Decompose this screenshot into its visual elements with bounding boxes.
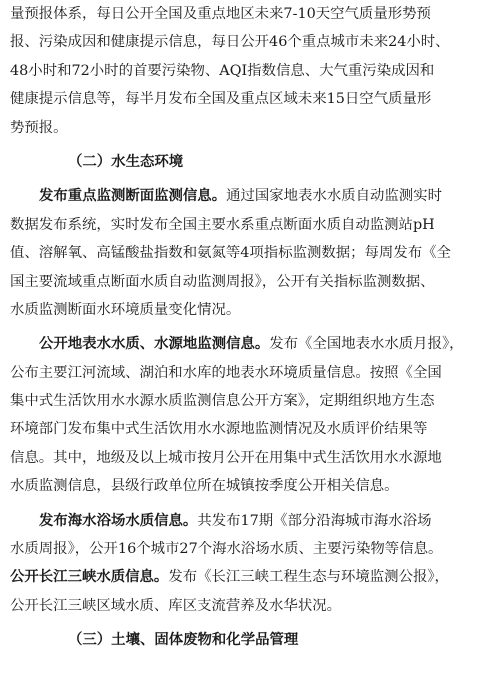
paragraph-text: 发布《全国地表水水质月报》， [269, 336, 464, 353]
text-line: 水质周报》，公开16个城市27个海水浴场水质、主要污染物等信息。 [10, 541, 443, 558]
text-line: 48小时和72小时的首要污染物、AQI指数信息、大气重污染成因和 [10, 62, 435, 79]
text-line: 水质监测断面水环境质量变化情况。 [10, 301, 241, 318]
text-line: 水质监测信息，县级行政单位所在城镇按季度公开相关信息。 [10, 478, 399, 495]
paragraph-lead: 公开长江三峡水质信息。 [10, 568, 169, 586]
paragraph-lead: 公开地表水水质、水源地监测信息。 [39, 335, 270, 353]
paragraph-text: 共发布17期《部分沿海城市海水浴场 [197, 512, 432, 529]
section-heading-soil: （三）土壤、固体废物和化学品管理 [68, 631, 299, 649]
paragraph-bathing-beaches [10, 507, 489, 564]
paragraph-lead: 发布海水浴场水质信息。 [39, 511, 198, 529]
paragraph-text: 通过国家地表水水质自动监测实时 [226, 188, 442, 205]
paragraph-text: 发布《长江三峡工程生态与环境监测公报》， [168, 569, 449, 586]
section-heading-water: （二）水生态环境 [68, 152, 184, 170]
paragraph-lead: 发布重点监测断面监测信息。 [39, 187, 227, 205]
text-line: 值、溶解氧、高锰酸盐指数和氨氮等4项指标监测数据；每周发布《全 [10, 245, 451, 262]
text-line: 公布主要江河流域、湖泊和水库的地表水环境质量信息。按照《全国 [10, 364, 442, 381]
text-line: 国主要流域重点断面水质自动监测周报》，公开有关指标监测数据、 [10, 273, 435, 290]
paragraph-monitoring-sections [10, 182, 489, 324]
text-line [10, 182, 489, 210]
text-line: 势预报。 [10, 119, 68, 136]
paragraph-three-gorges [10, 563, 489, 620]
paragraph-surface-water [10, 330, 489, 500]
text-line: 集中式生活饮用水水源水质监测信息公开方案》，定期组织地方生态 [10, 393, 435, 410]
text-line: 信息。其中，地级及以上城市按月公开在用集中式生活饮用水水源地 [10, 449, 442, 466]
text-line: 公开长江三峡区域水质、库区支流营养及水华状况。 [10, 597, 341, 614]
paragraph-air-forecast [10, 0, 489, 142]
text-line: 报、污染成因和健康提示信息，每日公开46个重点城市未来24小时、 [10, 34, 450, 51]
text-line: 数据发布系统，实时发布全国主要水系重点断面水质自动监测站pH [10, 216, 435, 233]
text-line [10, 563, 489, 591]
text-line: 健康提示信息等，每半月发布全国及重点区域未来15日空气质量形 [10, 91, 432, 108]
text-line: 环境部门发布集中式生活饮用水水源地监测情况及水质评价结果等 [10, 421, 428, 438]
text-line [10, 507, 489, 535]
text-line: 量预报体系，每日公开全国及重点地区未来7-10天空气质量形势预 [10, 6, 431, 22]
text-line [10, 330, 489, 358]
